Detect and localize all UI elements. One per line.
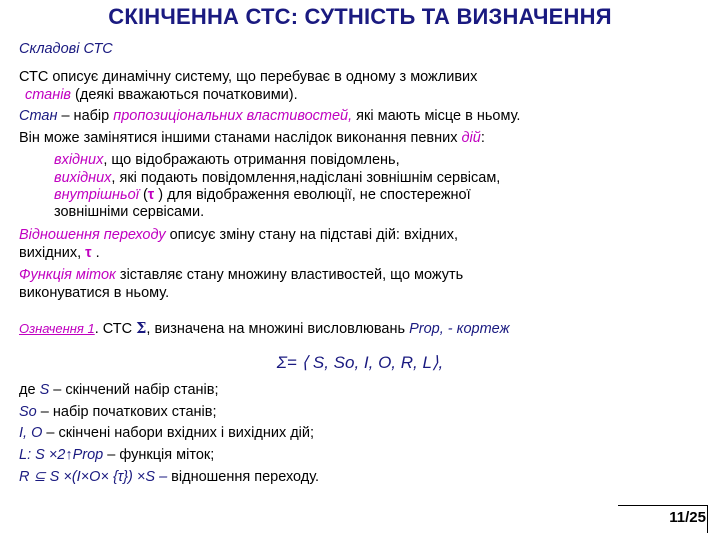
paragraph-line — [19, 266, 463, 284]
list-item — [54, 151, 400, 169]
tau-symbol: τ — [147, 187, 155, 203]
term: Відношення переходу — [19, 227, 166, 243]
text: , які подають повідомлення,надіслані зовнішнім сервісам, — [111, 170, 501, 186]
term: Стан — [19, 108, 58, 124]
text: (деякі вважаються початковими). — [71, 87, 298, 103]
where-line — [19, 468, 319, 486]
page-number-rule-top — [618, 505, 708, 506]
text: – скінчені набори вхідних і вихідних дій; — [42, 425, 315, 441]
term: So — [19, 404, 37, 420]
where-line — [19, 403, 217, 421]
term: ↑Prop — [65, 447, 104, 463]
where-line — [19, 381, 218, 399]
where-line — [19, 446, 214, 464]
list-item — [54, 186, 471, 204]
paragraph-line — [19, 68, 477, 86]
tuple-formula: Σ= ⟨ S, So, I, O, R, L⟩, — [276, 353, 444, 372]
text: ( — [138, 187, 148, 203]
term: пропозиціональних властивостей, — [113, 108, 353, 124]
text: зовнішніми сервісами. — [54, 204, 205, 220]
text: ) для відображення еволюції, не спостережної — [154, 187, 471, 203]
term: вхідних — [54, 152, 104, 168]
definition-label: Означення 1 — [19, 321, 95, 336]
text: виконуватися в ньому. — [19, 285, 170, 301]
term: вихідних — [54, 170, 112, 186]
paragraph-line — [19, 226, 458, 244]
text: Він може замінятися іншими станами наслідок виконання певних — [19, 130, 462, 146]
paragraph-line — [19, 244, 100, 262]
term: Prop, - кортеж — [409, 321, 510, 337]
term: S — [39, 382, 50, 398]
paragraph-line — [19, 107, 520, 125]
text: , визначена на множині висловлювань — [146, 321, 410, 337]
paragraph-line — [19, 284, 169, 302]
text: відношення переходу. — [167, 469, 320, 485]
text: вихідних, — [19, 245, 86, 261]
definition-line — [19, 320, 510, 338]
term: L: S ×2 — [19, 447, 66, 463]
text: . СТС — [94, 321, 137, 337]
paragraph-line — [19, 129, 485, 147]
term: Функція міток — [19, 267, 116, 283]
text: які мають місце в ньому. — [352, 108, 521, 124]
paragraph-line — [25, 86, 298, 104]
list-item — [54, 169, 500, 187]
text: – скінчений набір станів; — [49, 382, 219, 398]
term: станів — [25, 87, 71, 103]
tau-symbol: τ — [85, 245, 92, 261]
sigma-symbol: Σ — [136, 320, 147, 337]
page-title: СКІНЧЕННА СТС: СУТНІСТЬ ТА ВИЗНАЧЕННЯ — [108, 4, 612, 29]
text: . — [91, 245, 100, 261]
text: де — [19, 382, 40, 398]
term: R ⊆ S ×(I×O× {τ}) ×S – — [19, 469, 168, 485]
text: , що відображають отримання повідомлень, — [103, 152, 400, 168]
term: внутрішньої — [54, 187, 139, 203]
text: : — [480, 130, 485, 146]
term: I, O — [19, 425, 43, 441]
list-item — [54, 203, 204, 221]
text: зіставляє стану множину властивостей, що можуть — [115, 267, 464, 283]
text: описує зміну стану на підставі дій: вхідних, — [165, 227, 458, 243]
text: – набір — [57, 108, 114, 124]
term: дій — [461, 130, 481, 146]
text: – набір початкових станів; — [36, 404, 217, 420]
page-number-rule-side — [707, 505, 708, 533]
where-line — [19, 424, 314, 442]
text: СТС описує динамічну систему, що перебуває в одному з можливих — [19, 69, 478, 85]
page-number: 11/25 — [669, 509, 706, 526]
text: – функція міток; — [103, 447, 215, 463]
section-subtitle: Складові СТС — [19, 41, 113, 57]
